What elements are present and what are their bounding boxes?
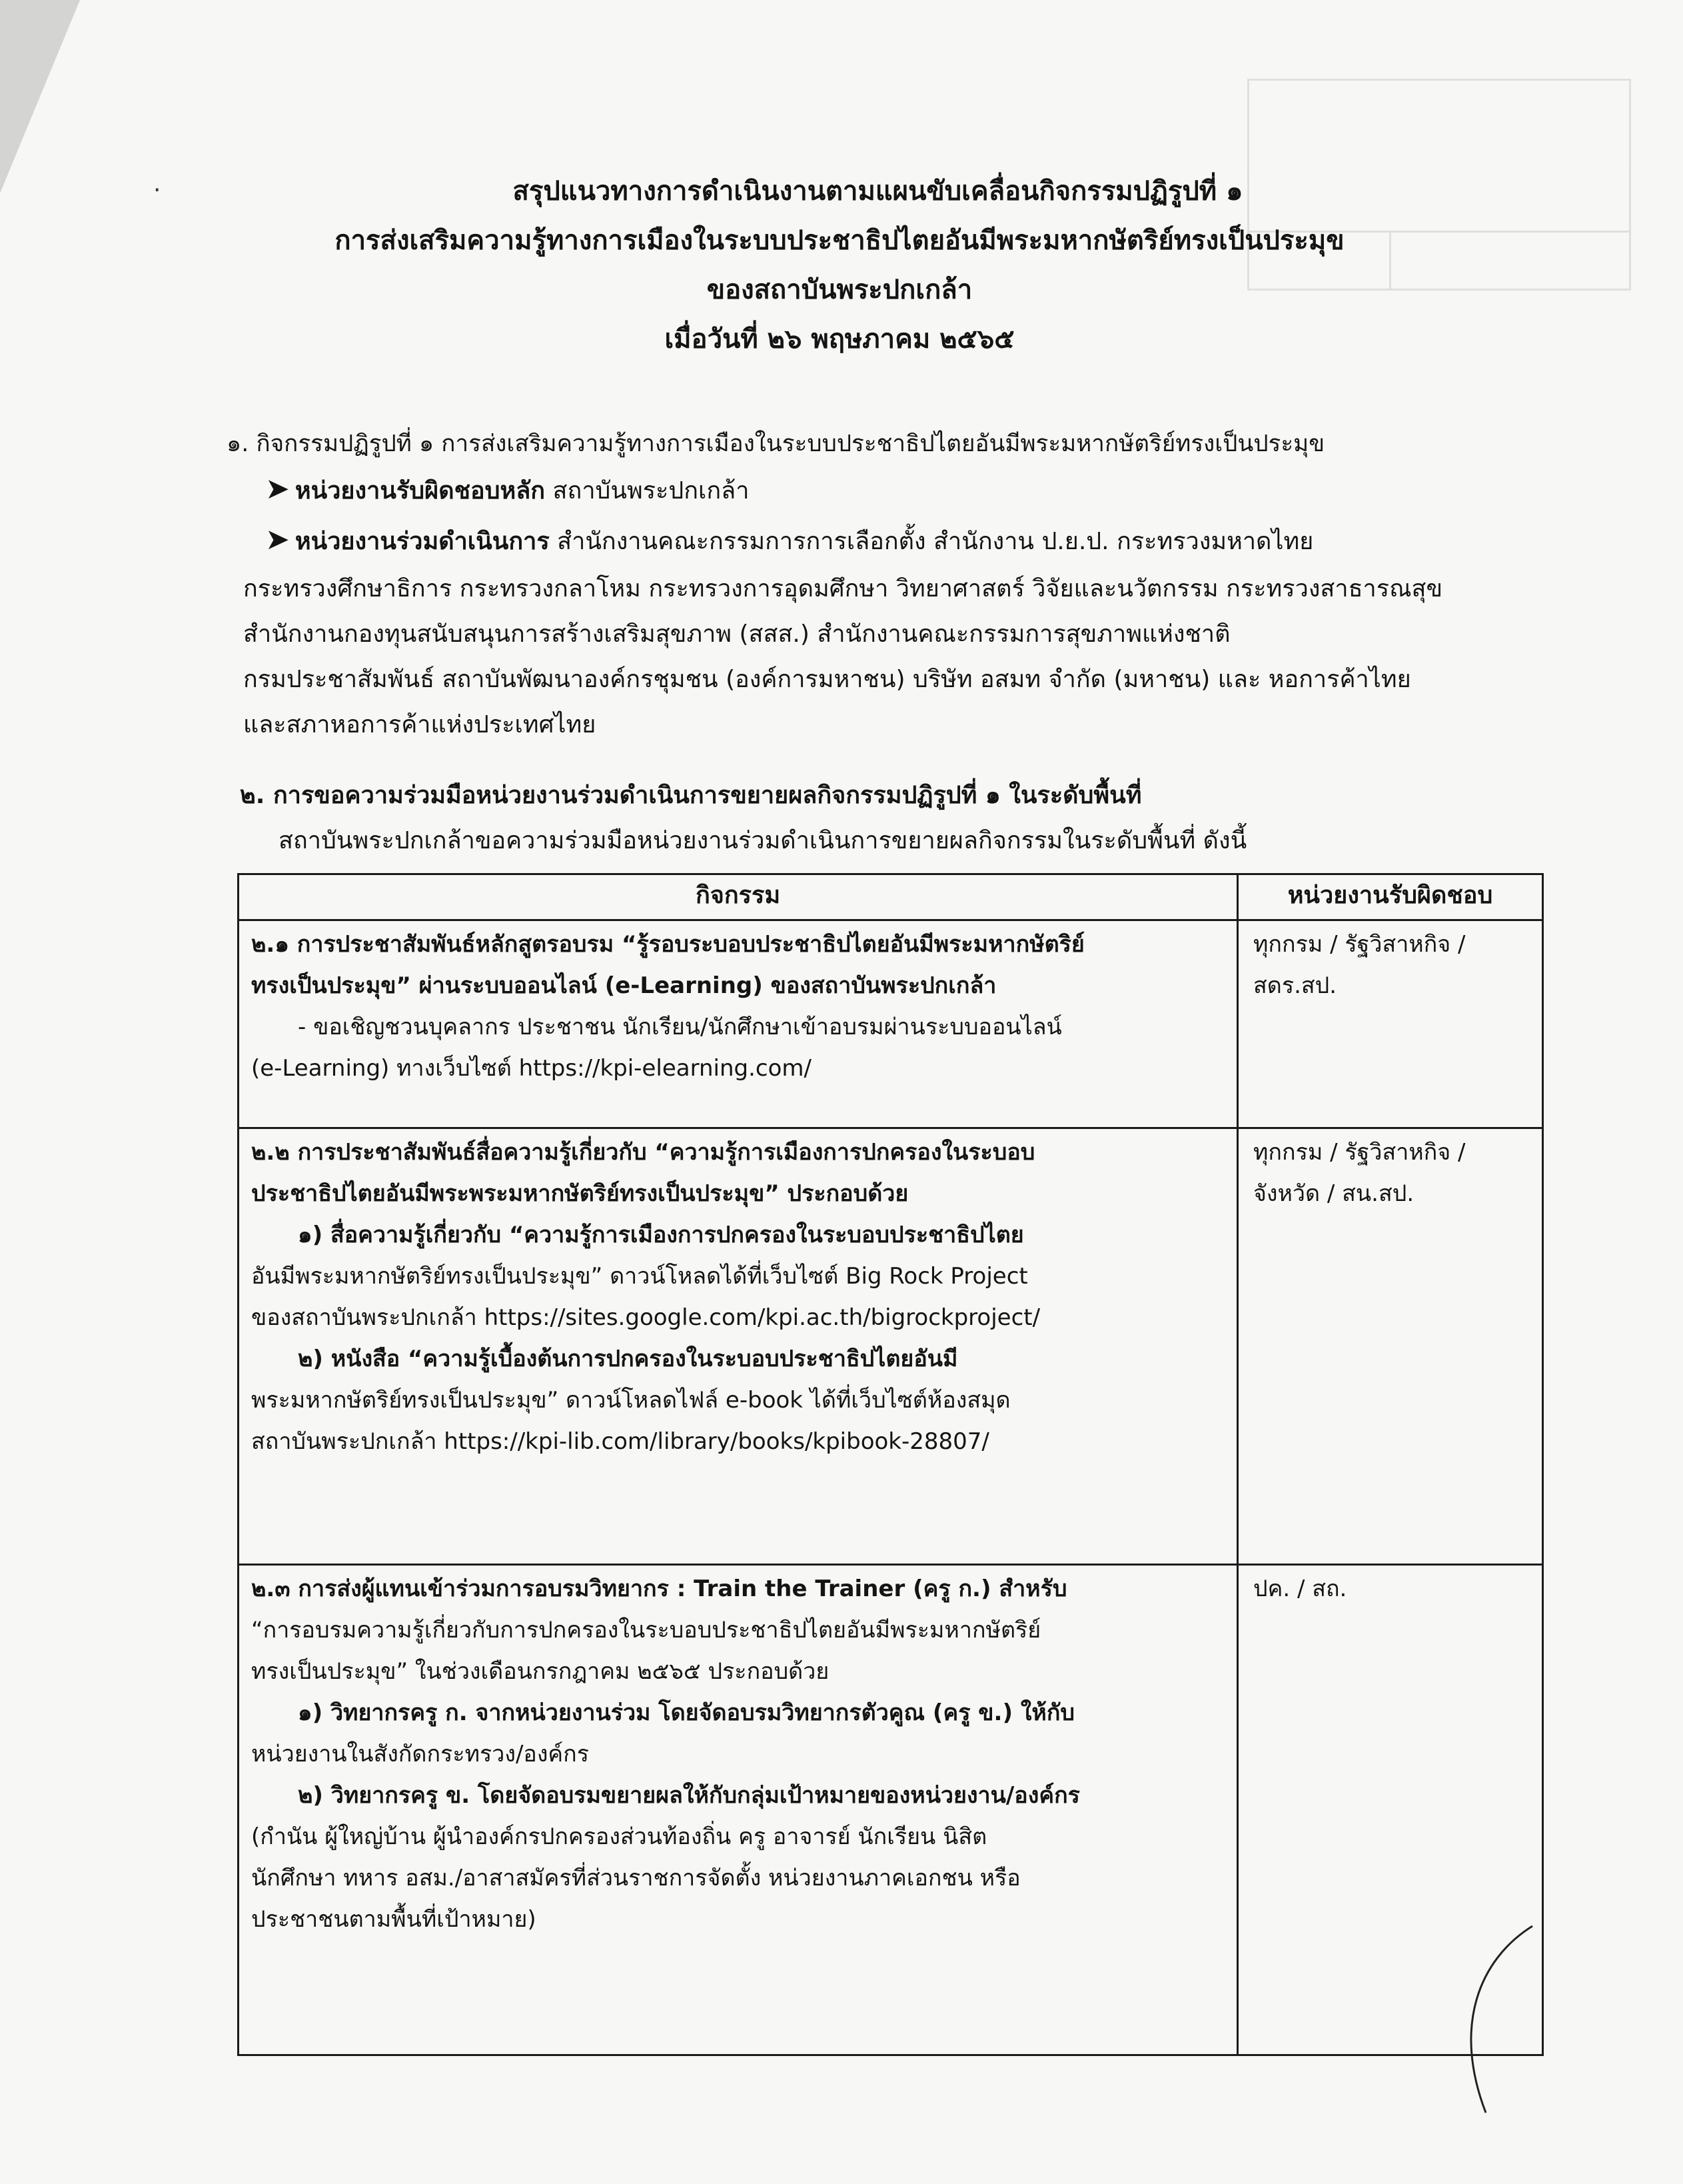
responsible-cell-2-2 (1238, 1128, 1543, 1565)
title-line-1: สรุปแนวทางการดำเนินงานตามแผนขับเคลื่อนกิจกรรมปฏิรูปที่ ๑ (512, 176, 1243, 207)
activity-table (237, 873, 1544, 2056)
row3-resp-1: ปค. / สถ. (1253, 1576, 1347, 1602)
partners-list (243, 566, 1549, 748)
row1-line-2: ทรงเป็นประมุข” ผ่านระบบออนไลน์ (e-Learning) ของสถาบันพระปกเกล้า (251, 972, 997, 999)
table-row (239, 1128, 1543, 1565)
row3-line-2: “การอบรมความรู้เกี่ยวกับการปกครองในระบอบประชาธิปไตยอันมีพระมหากษัตริย์ (251, 1617, 1041, 1643)
row2-line-7: พระมหากษัตริย์ทรงเป็นประมุข” ดาวน์โหลดไฟล์ e-book ได้ที่เว็บไซต์ห้องสมุด (251, 1387, 1011, 1414)
activity-cell-2-3 (239, 1565, 1238, 2055)
header-responsible: หน่วยงานรับผิดชอบ (1238, 874, 1543, 920)
row2-line-3: ๑) สื่อความรู้เกี่ยวกับ “ความรู้การเมืองการปกครองในระบอบประชาธิปไตย (298, 1222, 1024, 1248)
partners-line-1: กระทรวงศึกษาธิการ กระทรวงกลาโหม กระทรวงการอุดมศึกษา วิทยาศาสตร์ วิจัยและนวัตกรรม กระทรวงสาธารณสุข (243, 575, 1443, 602)
document-title (107, 167, 1572, 364)
lead-agency-line (265, 472, 1571, 509)
row1-line-1: ๒.๑ การประชาสัมพันธ์หลักสูตรอบรม “รู้รอบระบอบประชาธิปไตยอันมีพระมหากษัตริย์ (251, 931, 1085, 958)
header-activity: กิจกรรม (239, 874, 1238, 920)
section-2-intro: สถาบันพระปกเกล้าขอความร่วมมือหน่วยงานร่วมดำเนินการขยายผลกิจกรรมในระดับพื้นที่ ดังนี้ (279, 827, 1247, 854)
lead-agency-value: สถาบันพระปกเกล้า (552, 477, 750, 505)
row1-line-3: - ขอเชิญชวนบุคลากร ประชาชน นักเรียน/นักศึกษาเข้าอบรมผ่านระบบออนไลน์ (298, 1014, 1062, 1040)
row3-line-9: ประชาชนตามพื้นที่เป้าหมาย) (251, 1906, 536, 1933)
partners-first: สำนักงานคณะกรรมการการเลือกตั้ง สำนักงาน ป.ย.ป. กระทรวงมหาดไทย (557, 528, 1314, 555)
row2-line-5: ของสถาบันพระปกเกล้า https://sites.google.com/kpi.ac.th/bigrockproject/ (251, 1304, 1041, 1331)
row1-line-4: (e-Learning) ทางเว็บไซต์ https://kpi-elearning.com/ (251, 1055, 812, 1082)
lead-agency-label: หน่วยงานรับผิดชอบหลัก (294, 477, 546, 505)
row3-line-1: ๒.๓ การส่งผู้แทนเข้าร่วมการอบรมวิทยากร : Train the Trainer (ครู ก.) สำหรับ (251, 1576, 1067, 1602)
row1-resp-1: ทุกกรม / รัฐวิสาหกิจ / (1253, 931, 1466, 958)
partners-line-4: และสภาหอการค้าแห่งประเทศไทย (243, 711, 596, 738)
arrow-bullet-icon: ➤ (265, 472, 290, 506)
title-line-2: การส่งเสริมความรู้ทางการเมืองในระบบประชาธิปไตยอันมีพระมหากษัตริย์ทรงเป็นประมุข (334, 225, 1345, 256)
title-line-4: เมื่อวันที่ ๒๖ พฤษภาคม ๒๕๖๕ (664, 324, 1015, 355)
pen-stroke (1439, 1919, 1539, 2119)
title-line-3: ของสถาบันพระปกเกล้า (706, 275, 973, 305)
row3-line-3: ทรงเป็นประมุข” ในช่วงเดือนกรกฎาคม ๒๕๖๕ ประกอบด้วย (251, 1658, 830, 1685)
activity-cell-2-2 (239, 1128, 1238, 1565)
table-row (239, 920, 1543, 1128)
partners-line (265, 523, 1541, 559)
row2-line-2: ประชาธิปไตยอันมีพระพระมหากษัตริย์ทรงเป็นประมุข” ประกอบด้วย (251, 1180, 909, 1207)
row2-line-4: อันมีพระมหากษัตริย์ทรงเป็นประมุข” ดาวน์โหลดได้ที่เว็บไซต์ Big Rock Project (251, 1263, 1028, 1290)
activity-cell-2-1 (239, 920, 1238, 1128)
partners-label: หน่วยงานร่วมดำเนินการ (294, 528, 550, 555)
section-1-heading: ๑. กิจกรรมปฏิรูปที่ ๑ การส่งเสริมความรู้ทางการเมืองในระบบประชาธิปไตยอันมีพระมหากษัตริย์ทรงเป็นประมุข (227, 431, 1325, 457)
row2-resp-2: จังหวัด / สน.สป. (1253, 1180, 1414, 1207)
row3-line-8: นักศึกษา ทหาร อสม./อาสาสมัครที่ส่วนราชการจัดตั้ง หน่วยงานภาคเอกชน หรือ (251, 1865, 1021, 1891)
partners-line-2: สำนักงานกองทุนสนับสนุนการสร้างเสริมสุขภาพ (สสส.) สำนักงานคณะกรรมการสุขภาพแห่งชาติ (243, 620, 1231, 648)
table-row (239, 1565, 1543, 2055)
row2-line-8: สถาบันพระปกเกล้า https://kpi-lib.com/library/books/kpibook-28807/ (251, 1428, 989, 1455)
folded-corner (0, 0, 80, 193)
partners-line-3: กรมประชาสัมพันธ์ สถาบันพัฒนาองค์กรชุมชน (องค์การมหาชน) บริษัท อสมท จำกัด (มหาชน) และ หอการค้าไทย (243, 666, 1411, 693)
scan-speck: · (153, 177, 161, 204)
row2-line-6: ๒) หนังสือ “ความรู้เบื้องต้นการปกครองในระบอบประชาธิปไตยอันมี (298, 1346, 958, 1372)
row1-resp-2: สดร.สป. (1253, 972, 1337, 999)
row3-line-6: ๒) วิทยากรครู ข. โดยจัดอบรมขยายผลให้กับกลุ่มเป้าหมายของหน่วยงาน/องค์กร (298, 1782, 1080, 1809)
arrow-bullet-icon: ➤ (265, 523, 290, 556)
row2-resp-1: ทุกกรม / รัฐวิสาหกิจ / (1253, 1139, 1466, 1166)
row3-line-5: หน่วยงานในสังกัดกระทรวง/องค์กร (251, 1741, 590, 1767)
section-2-heading: ๒. การขอความร่วมมือหน่วยงานร่วมดำเนินการขยายผลกิจกรรมปฏิรูปที่ ๑ ในระดับพื้นที่ (240, 782, 1142, 809)
row2-line-1: ๒.๒ การประชาสัมพันธ์สื่อความรู้เกี่ยวกับ “ความรู้การเมืองการปกครองในระบอบ (251, 1139, 1035, 1166)
row3-line-7: (กำนัน ผู้ใหญ่บ้าน ผู้นำองค์กรปกครองส่วนท้องถิ่น ครู อาจารย์ นักเรียน นิสิต (251, 1823, 987, 1850)
responsible-cell-2-1 (1238, 920, 1543, 1128)
table-header-row (239, 874, 1543, 920)
row3-line-4: ๑) วิทยากรครู ก. จากหน่วยงานร่วม โดยจัดอบรมวิทยากรตัวคูณ (ครู ข.) ให้กับ (298, 1699, 1075, 1726)
